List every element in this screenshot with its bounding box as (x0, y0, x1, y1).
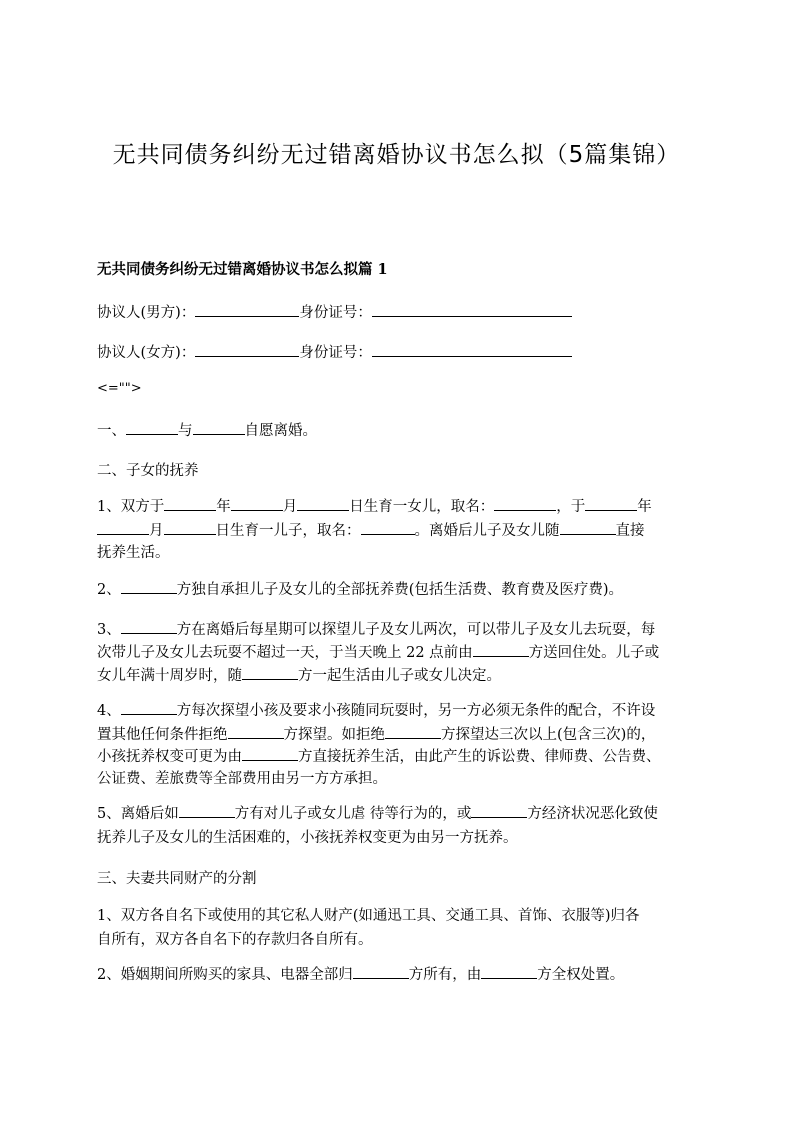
property-2 (97, 962, 709, 988)
text: 方所有，由 (408, 967, 482, 983)
property-1-line-2: 自所有，双方各自名下的存款归各自所有。 (97, 932, 373, 948)
text: 方探望。如拒绝 (283, 727, 385, 743)
blank-line (473, 642, 529, 657)
party-male-label: 协议人(男方)： (97, 305, 196, 321)
blank-line (193, 420, 245, 435)
blank-line (179, 803, 235, 818)
text: 1、双方于 (97, 499, 165, 515)
para-3-line-3 (97, 663, 709, 689)
text: 方每次探望小孩及要求小孩随同玩耍时，另一方必须无条件的配合，不许设 (176, 703, 656, 719)
blank-line (121, 619, 177, 634)
text: 4、 (97, 703, 121, 719)
text: 方一起生活由儿子或女儿决定。 (298, 668, 501, 684)
text: 2、婚姻期间所购买的家具、电器全部归 (97, 967, 353, 983)
blank-line (471, 803, 527, 818)
blank-line (195, 302, 299, 317)
blank-line (121, 700, 177, 715)
section-heading: 无共同债务纠纷无过错离婚协议书怎么拟篇 1 (97, 261, 388, 278)
document-title: 无共同债务纠纷无过错离婚协议书怎么拟（5篇集锦） (112, 142, 681, 168)
blank-line (494, 496, 556, 511)
para-4-line-1 (97, 698, 709, 724)
text: 月 (282, 499, 298, 515)
party-female-label: 协议人(女方)： (97, 345, 196, 361)
text: 方全权处置。 (537, 967, 625, 983)
text: 3、 (97, 622, 121, 638)
text: 方有对儿子或女儿虐 待等行为的，或 (234, 806, 472, 822)
clause-1 (97, 418, 709, 444)
stray-text: <=""> (97, 381, 142, 396)
text: 直接 (615, 523, 645, 539)
blank-line (231, 496, 283, 511)
section-2-heading: 二、子女的抚养 (97, 463, 199, 479)
blank-line (121, 579, 177, 594)
blank-line (297, 496, 349, 511)
id-label: 身份证号： (299, 345, 372, 361)
text: 年 (216, 499, 231, 515)
para-1-line-3: 抚养生活。 (97, 545, 170, 561)
text: 日生育一女儿，取名： (349, 499, 495, 515)
text: 次带儿子及女儿去玩耍不超过一天，于当天晚上 22 点前由 (97, 645, 473, 661)
id-label: 身份证号： (299, 305, 372, 321)
party-male-line (97, 300, 709, 326)
para-5-line-1 (97, 801, 709, 827)
blank-line (228, 724, 284, 739)
text: 方直接抚养生活，由此产生的诉讼费、律师费、公告费、 (298, 749, 661, 765)
text: 日生育一儿子，取名： (215, 523, 361, 539)
blank-line (164, 496, 216, 511)
text: 置其他任何条件拒绝 (97, 727, 228, 743)
text: 方独自承担儿子及女儿的全部抚养费(包括生活费、教育费及医疗费)。 (176, 582, 624, 598)
text: 年 (637, 499, 652, 515)
blank-line (97, 520, 149, 535)
blank-line (164, 520, 216, 535)
blank-line (126, 420, 178, 435)
para-2 (97, 577, 709, 603)
text: 2、 (97, 582, 121, 598)
blank-line (385, 724, 441, 739)
blank-line (481, 964, 537, 979)
blank-line (353, 964, 409, 979)
para-4-line-4: 公证费、差旅费等全部费用由另一方方承担。 (97, 771, 387, 787)
blank-line (361, 520, 415, 535)
text: 方送回住处。儿子或 (528, 645, 660, 661)
text: 。离婚后儿子及女儿随 (414, 523, 560, 539)
blank-line (372, 302, 572, 317)
text: 方经济状况恶化致使 (527, 806, 658, 822)
text: 一、 (97, 423, 126, 439)
para-5-line-2: 抚养儿子及女儿的生活困难的，小孩抚养权变更为由另一方抚养。 (97, 830, 518, 846)
blank-line (195, 342, 299, 357)
blank-line (560, 520, 616, 535)
section-3-heading: 三、夫妻共同财产的分割 (97, 871, 257, 887)
para-1-line-1 (97, 494, 709, 520)
text: 方探望达三次以上(包含三次)的， (441, 727, 656, 743)
text: 与 (178, 423, 193, 439)
blank-line (372, 342, 572, 357)
text: ，于 (556, 499, 586, 515)
text: 小孩抚养权变可更为由 (97, 749, 242, 765)
party-female-line (97, 340, 709, 366)
text: 5、离婚后如 (97, 806, 179, 822)
text: 自愿离婚。 (244, 423, 317, 439)
property-1-line-1: 1、双方各自名下或使用的其它私人财产(如通迅工具、交通工具、首饰、衣服等)归各 (97, 908, 640, 924)
blank-line (585, 496, 637, 511)
blank-line (242, 746, 298, 761)
text: 月 (149, 523, 164, 539)
text: 女儿年满十周岁时，随 (97, 668, 242, 684)
text: 方在离婚后每星期可以探望儿子及女儿两次，可以带儿子及女儿去玩耍，每 (176, 622, 656, 638)
blank-line (242, 665, 298, 680)
